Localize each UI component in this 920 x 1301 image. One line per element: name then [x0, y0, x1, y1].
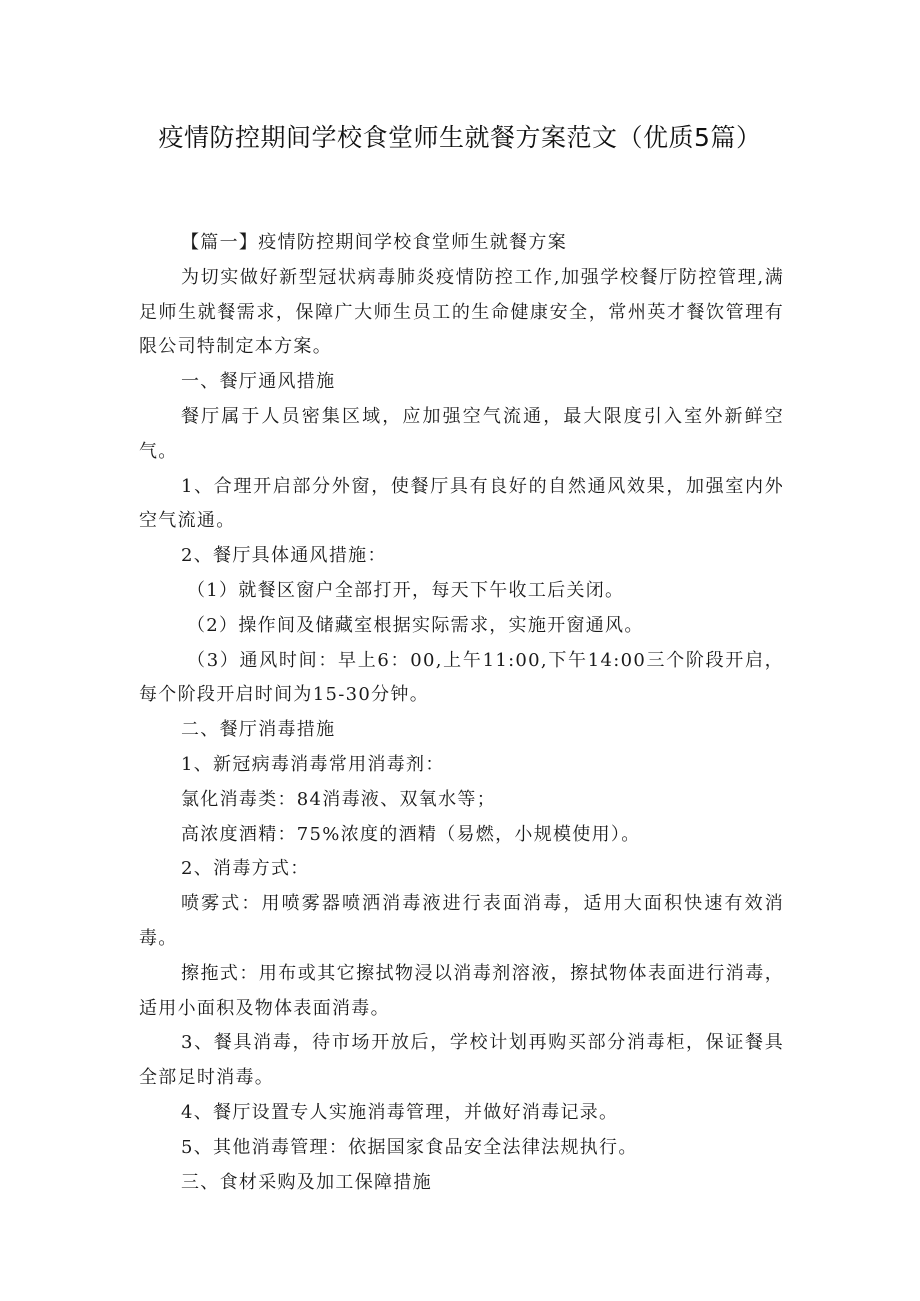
paragraph: 氯化消毒类：84消毒液、双氧水等； — [181, 788, 497, 810]
list-item: （1）就餐区窗户全部打开，每天下午收工后关闭。 — [187, 579, 625, 601]
list-item: （3）通风时间：早上6：00,上午11:00,下午14:00三个阶段开启，每个阶段开启时间为15-30分钟。 — [139, 649, 784, 706]
paragraph: 2、餐厅具体通风措施： — [181, 545, 387, 567]
paragraph: 4、餐厅设置专人实施消毒管理，并做好消毒记录。 — [181, 1101, 619, 1123]
document-body — [139, 226, 784, 1200]
section-heading: 【篇一】疫情防控期间学校食堂师生就餐方案 — [181, 232, 567, 253]
paragraph: 2、消毒方式： — [181, 858, 310, 880]
paragraph: 3、餐具消毒，待市场开放后，学校计划再购买部分消毒柜，保证餐具全部足时消毒。 — [139, 1032, 784, 1089]
section-heading: 二、餐厅消毒措施 — [181, 719, 336, 741]
paragraph: 5、其他消毒管理：依据国家食品安全法律法规执行。 — [181, 1136, 638, 1158]
paragraph: 擦拖式：用布或其它擦拭物浸以消毒剂溶液，擦拭物体表面进行消毒，适用小面积及物体表面消毒。 — [139, 962, 784, 1019]
section-heading: 三、食材采购及加工保障措施 — [181, 1171, 432, 1193]
section-heading: 一、餐厅通风措施 — [181, 371, 336, 393]
paragraph: 1、新冠病毒消毒常用消毒剂： — [181, 753, 445, 775]
paragraph: 餐厅属于人员密集区域，应加强空气流通，最大限度引入室外新鲜空气。 — [139, 405, 784, 462]
paragraph: 高浓度酒精：75%浓度的酒精（易燃，小规模使用）。 — [181, 823, 641, 845]
paragraph: 为切实做好新型冠状病毒肺炎疫情防控工作,加强学校餐厅防控管理,满足师生就餐需求，保障广大师生员工的生命健康安全，常州英才餐饮管理有限公司特制定本方案。 — [139, 266, 784, 358]
list-item: （2）操作间及储藏室根据实际需求，实施开窗通风。 — [187, 614, 644, 636]
paragraph: 喷雾式：用喷雾器喷洒消毒液进行表面消毒，适用大面积快速有效消毒。 — [139, 893, 784, 949]
paragraph: 1、合理开启部分外窗，使餐厅具有良好的自然通风效果，加强室内外空气流通。 — [139, 475, 784, 532]
page-title: 疫情防控期间学校食堂师生就餐方案范文（优质5篇） — [158, 123, 762, 152]
